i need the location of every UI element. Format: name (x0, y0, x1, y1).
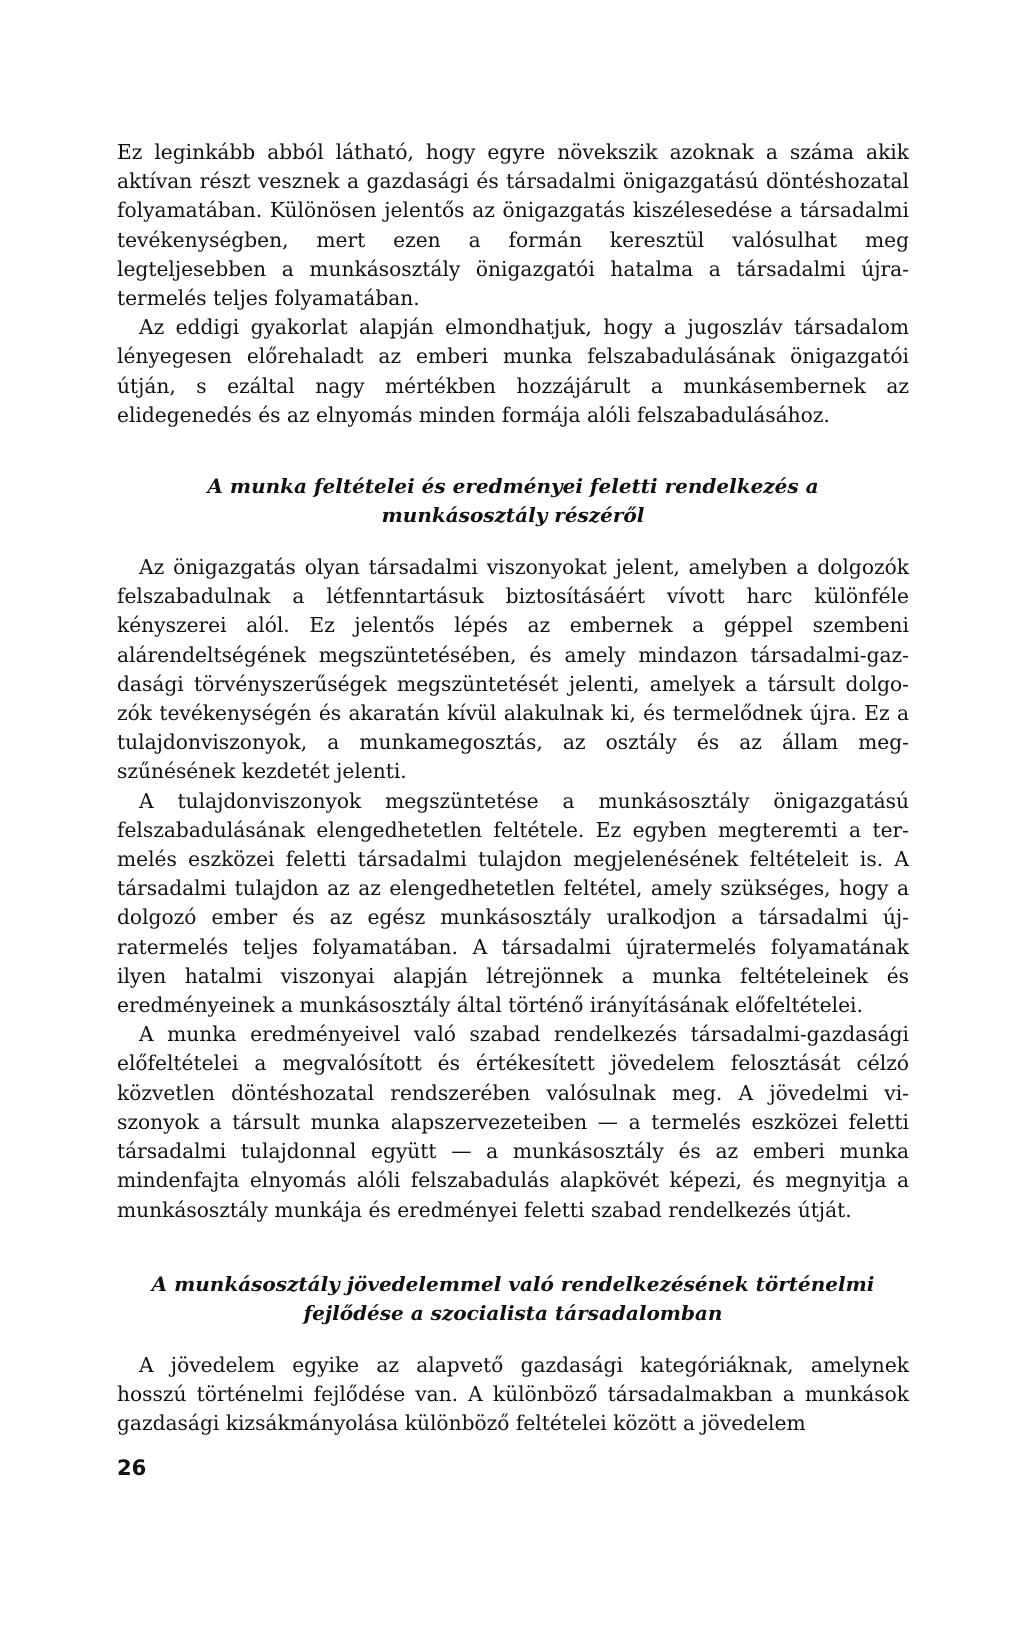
body-paragraph: Ez leginkább abból látható, hogy egyre növekszik azoknak a száma akik aktívan részt vesznek a gazdasági és társadalmi önigazgatású döntéshozatal folyamatában. Különösen jelentős az önigazgatás kiszélesedése a társadalmi tevékenységben, mert ezen a formán keresztül valósulhat meg legteljesebben a munkásosztály önigazgatói hatalma a társadalmi újratermelés teljes folyamatában. (117, 140, 909, 311)
body-paragraph: A munka eredményeivel való szabad rendelkezés társadalmi-gazdasági előfeltételei a megvalósított és értékesített jövedelem felosztását célzó közvetlen döntéshozatal rendszerében valósulnak meg. A jövedelmi viszonyok a társult munka alapszervezeteiben — a termelés eszközei feletti társadalmi tulajdonnal együtt — a munkásosztály és az emberi munka mindenfajta elnyomás alóli felszabadulás alapkövét képezi, és megnyitja a munkásosztály munkája és eredményei feletti szabad rendelkezés útját. (117, 1022, 909, 1222)
book-page (117, 138, 909, 1438)
body-paragraph: A tulajdonviszonyok megszüntetése a munkásosztály önigazgatású felszabadulásának elengedhetetlen feltétele. Ez egyben megteremti a termelés eszközei feletti társadalmi tulajdon megjelenésének feltételeit is. A társadalmi tulajdon az az elengedhetetlen feltétel, amely szükséges, hogy a dolgozó ember és az egész munkásosztály uralkodjon a társadalmi újratermelés teljes folyamatában. A társadalmi újratermelés folyamatának ilyen hatalmi viszonyai alapján létrejönnek a munka feltételeinek és eredményeinek a munkásosztály által történő irányításának előfeltételei. (117, 788, 909, 1018)
page-number: 26 (117, 1456, 147, 1480)
body-paragraph: Az önigazgatás olyan társadalmi viszonyokat jelent, amelyben a dolgozók felszabadulnak a létfenntartásuk biztosításáért vívott harc különféle kényszerei alól. Ez jelentős lépés az embernek a géppel szembeni alárendeltségének megszüntetésében, és amely mindazon társadalmi-gazdasági törvényszerűségek megszüntetését jelenti, amelyek a társult dolgozók tevékenységén és akaratán kívül alakulnak ki, és termelődnek újra. Ez a tulajdonviszonyok, a munkamegosztás, az osztály és az állam megszűnésének kezdetét jelenti. (117, 555, 909, 784)
section-heading: A munkásosztály jövedelemmel való rendelkezésének történelmi fejlődése a szocialista társadalomban (151, 1271, 875, 1325)
section-heading: A munka feltételei és eredményei feletti rendelkezés a munkásosztály részéről (207, 474, 819, 528)
body-paragraph: A jövedelem egyike az alapvető gazdasági kategóriáknak, amelynek hosszú történelmi fejlődése van. A különböző társadalmakban a munkások gazdasági kizsákmányolása különböző feltételei között a jövedelem (117, 1352, 909, 1436)
body-paragraph: Az eddigi gyakorlat alapján elmondhatjuk, hogy a jugoszláv társadalom lényegesen előrehaladt az emberi munka felszabadulásának önigazgatói útján, s ezáltal nagy mértékben hozzájárult a munkásembernek az elidegenedés és az elnyomás minden formája alóli felszabadulásához. (117, 315, 909, 427)
